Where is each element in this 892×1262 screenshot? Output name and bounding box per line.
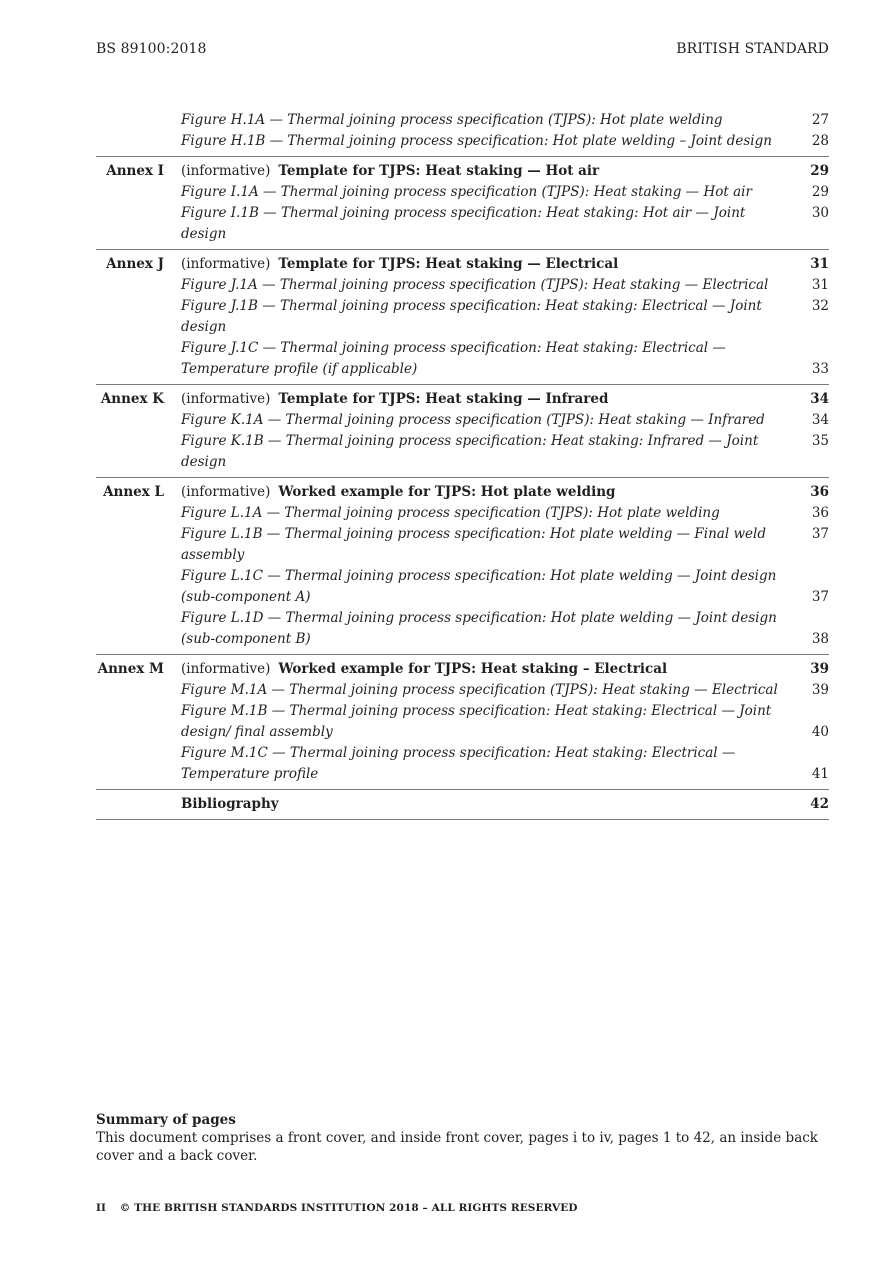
- toc-figure-entry[interactable]: [181, 680, 829, 701]
- toc-figure-entry[interactable]: [181, 182, 829, 203]
- toc-page-number: 36: [811, 505, 829, 521]
- toc-figure-entry[interactable]: [181, 524, 829, 566]
- toc-figure-entry[interactable]: [181, 275, 829, 296]
- toc-bibliography-entry[interactable]: [181, 794, 829, 815]
- annex-kind: (informative): [181, 661, 271, 677]
- toc-figure-text: Figure L.1A — Thermal joining process specification (TJPS): Hot plate welding: [181, 505, 720, 521]
- toc-page-number: 31: [811, 277, 829, 293]
- bibliography-title: Bibliography: [181, 796, 279, 812]
- annex-label: Annex K: [100, 391, 164, 407]
- toc-figure-entry[interactable]: [181, 131, 829, 152]
- toc-page-number: 31: [810, 256, 829, 272]
- page-footer: [96, 1202, 578, 1214]
- footer-copyright: © THE BRITISH STANDARDS INSTITUTION 2018 – ALL RIGHTS RESERVED: [119, 1202, 578, 1214]
- toc-annex-j: [96, 249, 829, 380]
- toc-page-number: 39: [811, 682, 829, 698]
- toc-annex-heading[interactable]: [181, 389, 829, 410]
- toc-figure-entry[interactable]: [181, 701, 829, 743]
- toc-page-number: 29: [810, 163, 829, 179]
- toc-figure-entry[interactable]: [181, 566, 829, 608]
- header-publisher: BRITISH STANDARD: [676, 41, 829, 57]
- toc-page-number: 35: [811, 433, 829, 449]
- table-of-contents: [96, 110, 829, 820]
- annex-kind: (informative): [181, 163, 271, 179]
- toc-figure-text: Figure L.1C — Thermal joining process specification: Hot plate welding — Joint design (sub-component A): [181, 568, 777, 605]
- annex-kind: (informative): [181, 484, 271, 500]
- toc-figure-text: Figure H.1B — Thermal joining process specification: Hot plate welding – Joint design: [181, 133, 772, 149]
- toc-figure-entry[interactable]: [181, 338, 829, 380]
- toc-page-number: 37: [811, 589, 829, 605]
- annex-label: Annex L: [103, 484, 164, 500]
- toc-annex-i: [96, 156, 829, 245]
- toc-figure-entry[interactable]: [181, 110, 829, 131]
- footer-page-number: II: [96, 1202, 107, 1214]
- annex-title: Template for TJPS: Heat staking — Electrical: [278, 256, 619, 272]
- toc-annex-heading[interactable]: [181, 161, 829, 182]
- toc-figure-entry[interactable]: [181, 296, 829, 338]
- header-standard-number: BS 89100:2018: [96, 41, 207, 57]
- toc-page-number: 42: [810, 796, 829, 812]
- toc-figure-text: Figure H.1A — Thermal joining process specification (TJPS): Hot plate welding: [181, 112, 723, 128]
- toc-page-number: 36: [810, 484, 829, 500]
- annex-kind: (informative): [181, 256, 271, 272]
- toc-page-number: 32: [811, 298, 829, 314]
- toc-figure-text: Figure I.1B — Thermal joining process specification: Heat staking: Hot air — Joint design: [181, 205, 746, 242]
- annex-title: Worked example for TJPS: Hot plate welding: [278, 484, 616, 500]
- toc-figure-entry[interactable]: [181, 503, 829, 524]
- toc-figure-text: Figure J.1A — Thermal joining process specification (TJPS): Heat staking — Electrical: [181, 277, 769, 293]
- toc-page-number: 38: [811, 631, 829, 647]
- toc-annex-heading[interactable]: [181, 659, 829, 680]
- toc-figure-text: Figure K.1B — Thermal joining process specification: Heat staking: Infrared — Joint design: [181, 433, 759, 470]
- annex-label: Annex J: [106, 256, 164, 272]
- toc-figure-text: Figure L.1B — Thermal joining process specification: Hot plate welding — Final weld assembly: [181, 526, 766, 563]
- annex-kind: (informative): [181, 391, 271, 407]
- toc-annex-heading[interactable]: [181, 482, 829, 503]
- toc-page-number: 30: [811, 205, 829, 221]
- annex-label: Annex I: [106, 163, 164, 179]
- toc-figure-text: Figure M.1B — Thermal joining process specification: Heat staking: Electrical — Joint design/ final assembly: [181, 703, 772, 740]
- annex-title: Template for TJPS: Heat staking — Infrared: [278, 391, 609, 407]
- toc-figure-text: Figure M.1C — Thermal joining process specification: Heat staking: Electrical — Temperature profile: [181, 745, 736, 782]
- toc-page-number: 34: [810, 391, 829, 407]
- annex-label: Annex M: [97, 661, 164, 677]
- toc-lead-section: [96, 110, 829, 152]
- toc-page-number: 28: [811, 133, 829, 149]
- toc-annex-l: [96, 477, 829, 650]
- toc-annex-m: [96, 654, 829, 785]
- toc-page-number: 34: [811, 412, 829, 428]
- toc-figure-text: Figure I.1A — Thermal joining process specification (TJPS): Heat staking — Hot air: [181, 184, 752, 200]
- summary-title: Summary of pages: [96, 1112, 236, 1128]
- toc-figure-text: Figure J.1C — Thermal joining process specification: Heat staking: Electrical — Temperature profile (if applicable): [181, 340, 726, 377]
- toc-figure-text: Figure L.1D — Thermal joining process specification: Hot plate welding — Joint design (sub-component B): [181, 610, 777, 647]
- toc-annex-k: [96, 384, 829, 473]
- toc-figure-text: Figure M.1A — Thermal joining process specification (TJPS): Heat staking — Electrical: [181, 682, 778, 698]
- toc-page-number: 37: [811, 526, 829, 542]
- toc-figure-entry[interactable]: [181, 410, 829, 431]
- toc-page-number: 40: [811, 724, 829, 740]
- annex-title: Template for TJPS: Heat staking — Hot air: [278, 163, 600, 179]
- toc-page-number: 27: [811, 112, 829, 128]
- toc-bibliography: [96, 789, 829, 820]
- summary-text: This document comprises a front cover, and inside front cover, pages i to iv, pages 1 to 42, an inside back cover and a back cover.: [96, 1130, 818, 1164]
- annex-title: Worked example for TJPS: Heat staking – Electrical: [278, 661, 668, 677]
- toc-figure-entry[interactable]: [181, 743, 829, 785]
- toc-page-number: 39: [810, 661, 829, 677]
- toc-figure-entry[interactable]: [181, 431, 829, 473]
- toc-page-number: 29: [811, 184, 829, 200]
- toc-page-number: 41: [811, 766, 829, 782]
- toc-figure-entry[interactable]: [181, 203, 829, 245]
- toc-figure-text: Figure K.1A — Thermal joining process specification (TJPS): Heat staking — Infrared: [181, 412, 765, 428]
- toc-annex-heading[interactable]: [181, 254, 829, 275]
- toc-figure-entry[interactable]: [181, 608, 829, 650]
- toc-page-number: 33: [811, 361, 829, 377]
- summary-of-pages: [96, 1111, 829, 1165]
- toc-figure-text: Figure J.1B — Thermal joining process specification: Heat staking: Electrical — Joint design: [181, 298, 762, 335]
